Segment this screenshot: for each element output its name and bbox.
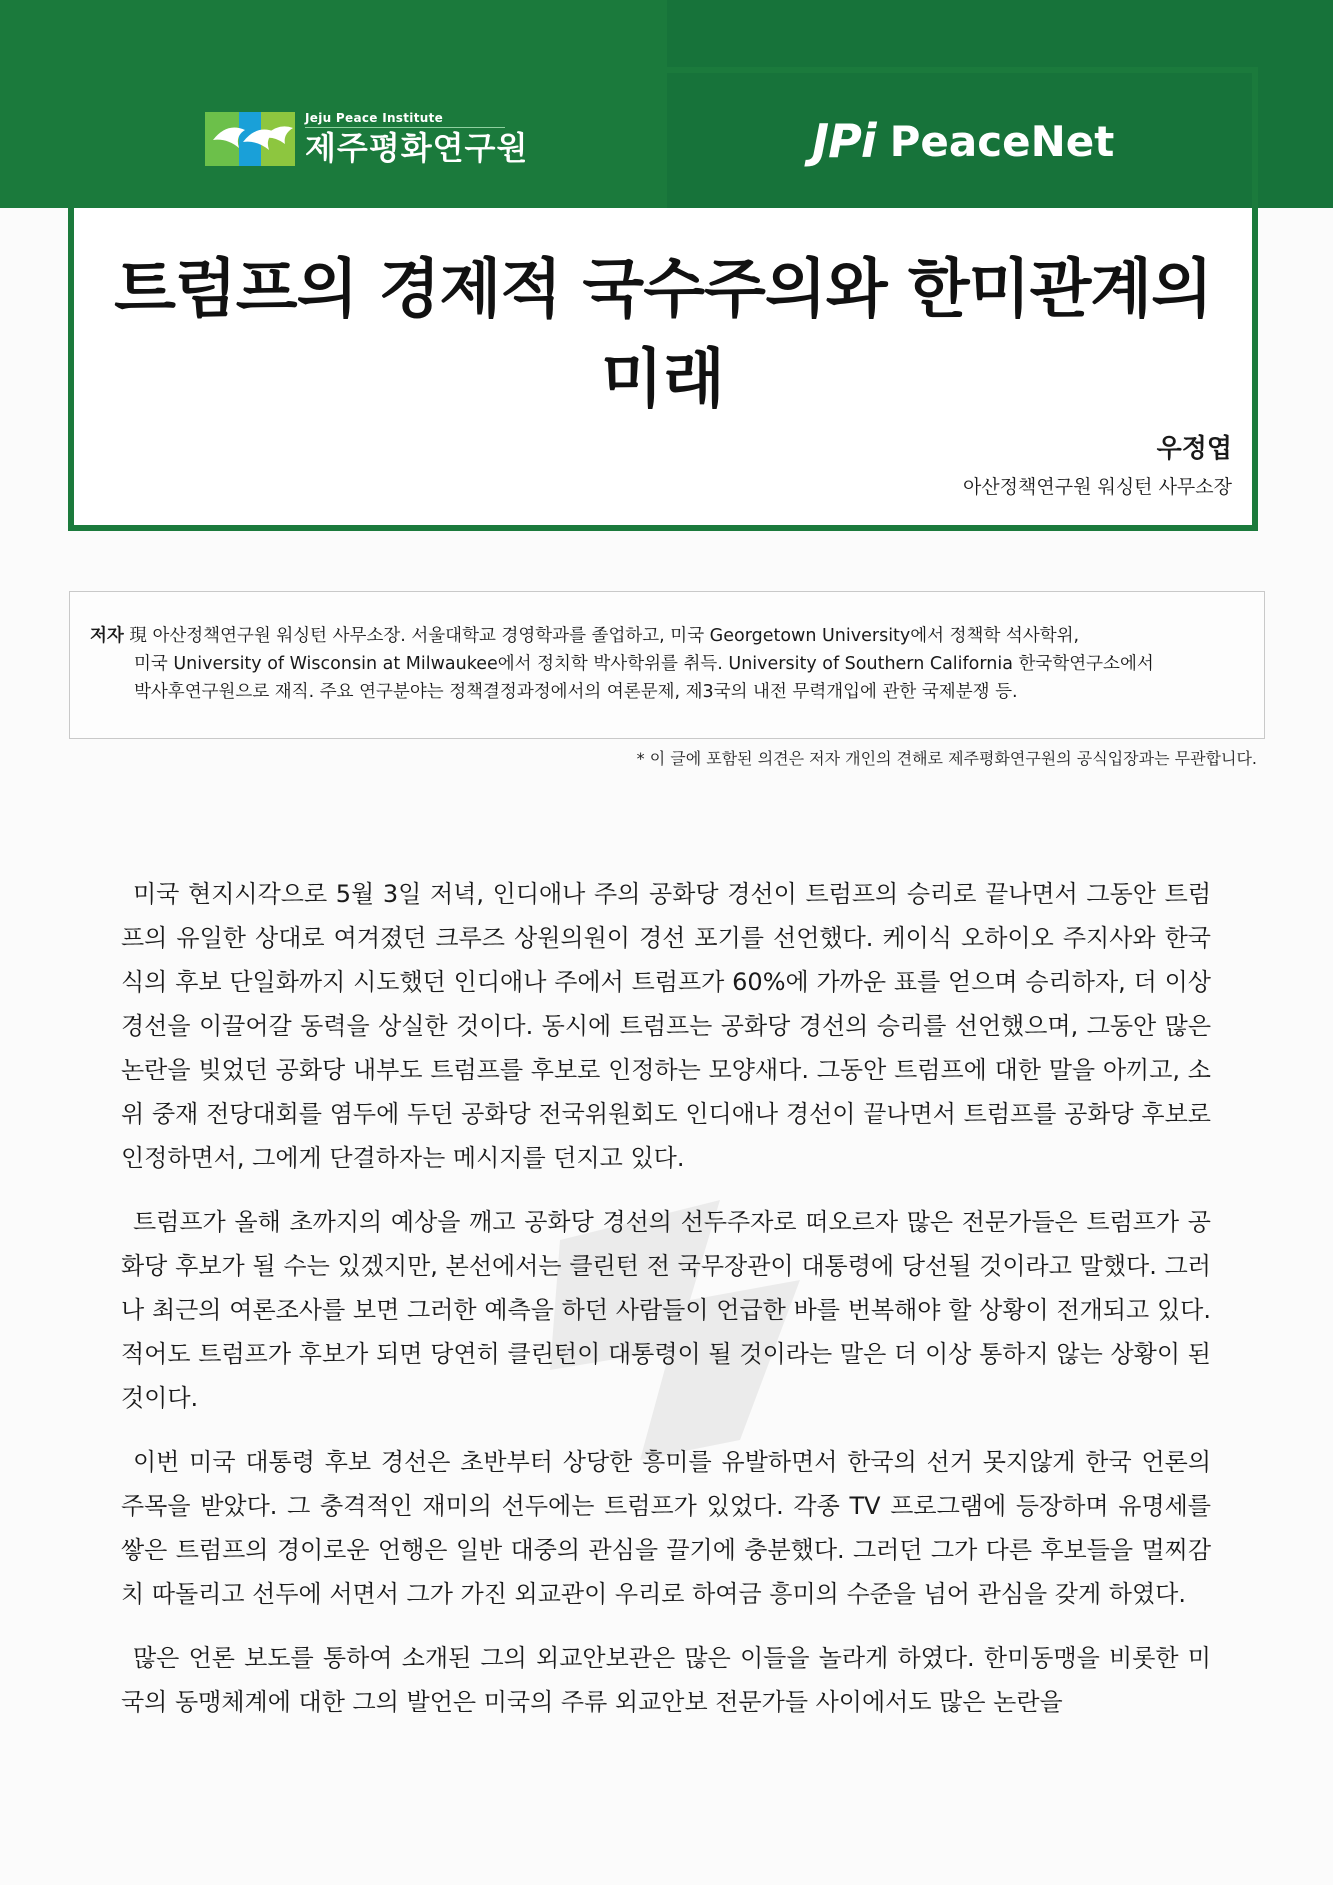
author-bio <box>90 622 1240 706</box>
logo-korean-name: 제주평화연구원 <box>305 128 529 167</box>
article-body <box>121 872 1211 1744</box>
body-paragraph: 트럼프가 올해 초까지의 예상을 깨고 공화당 경선의 선두주자로 떠오르자 많은 전문가들은 트럼프가 공화당 후보가 될 수는 있겠지만, 본선에서는 클린턴 전 국무장관이 대통령에 당선될 것이라고 말했다. 그러나 최근의 여론조사를 보면 그러한 예측을 하던 사람들이 언급한 바를 번복해야 할 상황이 전개되고 있다. 적어도 트럼프가 후보가 되면 당연히 클린턴이 대통령이 될 것이라는 말은 더 이상 통하지 않는 상황이 된 것이다. <box>121 1208 1211 1412</box>
body-paragraph: 많은 언론 보도를 통하여 소개된 그의 외교안보관은 많은 이들을 놀라게 하였다. 한미동맹을 비롯한 미국의 동맹체계에 대한 그의 발언은 미국의 주류 외교안보 전문가들 사이에서도 많은 논란을 <box>121 1644 1211 1716</box>
author-name: 우정엽 <box>1156 434 1232 464</box>
peacenet-wordmark: PeaceNet <box>889 116 1115 166</box>
bio-line-3: 박사후연구원으로 재직. 주요 연구분야는 정책결정과정에서의 여론문제, 제3국의 내전 무력개입에 관한 국제분쟁 등. <box>134 682 1018 702</box>
disclaimer: * 이 글에 포함된 의견은 저자 개인의 견해로 제주평화연구원의 공식입장과는 무관합니다. <box>636 749 1257 768</box>
body-paragraph: 이번 미국 대통령 후보 경선은 초반부터 상당한 흥미를 유발하면서 한국의 선거 못지않게 한국 언론의 주목을 받았다. 그 충격적인 재미의 선두에는 트럼프가 있었다. 각종 TV 프로그램에 등장하며 유명세를 쌓은 트럼프의 경이로운 언행은 일반 대중의 관심을 끌기에 충분했다. 그러던 그가 다른 후보들을 멀찌감치 따돌리고 선두에 서면서 그가 가진 외교관이 우리로 하여금 흥미의 수준을 넘어 관심을 갖게 하였다. <box>121 1448 1211 1608</box>
article-title-line2: 미래 <box>601 343 725 417</box>
bio-line-1: 現 아산정책연구원 워싱턴 사무소장. 서울대학교 경영학과를 졸업하고, 미국 Georgetown University에서 정책학 석사학위, <box>129 626 1080 646</box>
bio-label: 저자 <box>90 626 124 646</box>
body-paragraph: 미국 현지시각으로 5월 3일 저녁, 인디애나 주의 공화당 경선이 트럼프의 승리로 끝나면서 그동안 트럼프의 유일한 상대로 여겨졌던 크루즈 상원의원이 경선 포기를 선언했다. 케이식 오하이오 주지사와 한국식의 후보 단일화까지 시도했던 인디애나 주에서 트럼프가 60%에 가까운 표를 얻으며 승리하자, 더 이상 경선을 이끌어갈 동력을 상실한 것이다. 동시에 트럼프는 공화당 경선의 승리를 선언했으며, 그동안 많은 논란을 빚었던 공화당 내부도 트럼프를 후보로 인정하는 모양새다. 그동안 트럼프에 대한 말을 아끼고, 소위 중재 전당대회를 염두에 두던 공화당 전국위원회도 인디애나 경선이 끝나면서 트럼프를 공화당 후보로 인정하면서, 그에게 단결하자는 메시지를 던지고 있다. <box>121 880 1211 1172</box>
logo-english-name: Jeju Peace Institute <box>305 111 505 128</box>
article-title-line1: 트럼프의 경제적 국수주의와 한미관계의 <box>114 253 1212 327</box>
bio-line-2: 미국 University of Wisconsin at Milwaukee에서 정치학 박사학위를 취득. University of Southern California 한국학연구소에서 <box>134 654 1154 674</box>
jpi-wordmark: JPi <box>812 114 876 168</box>
jeju-peace-institute-logo <box>205 108 528 170</box>
peacenet-logo <box>812 114 1114 168</box>
author-affiliation: 아산정책연구원 워싱턴 사무소장 <box>962 476 1232 498</box>
dove-logo-icon <box>205 108 295 170</box>
